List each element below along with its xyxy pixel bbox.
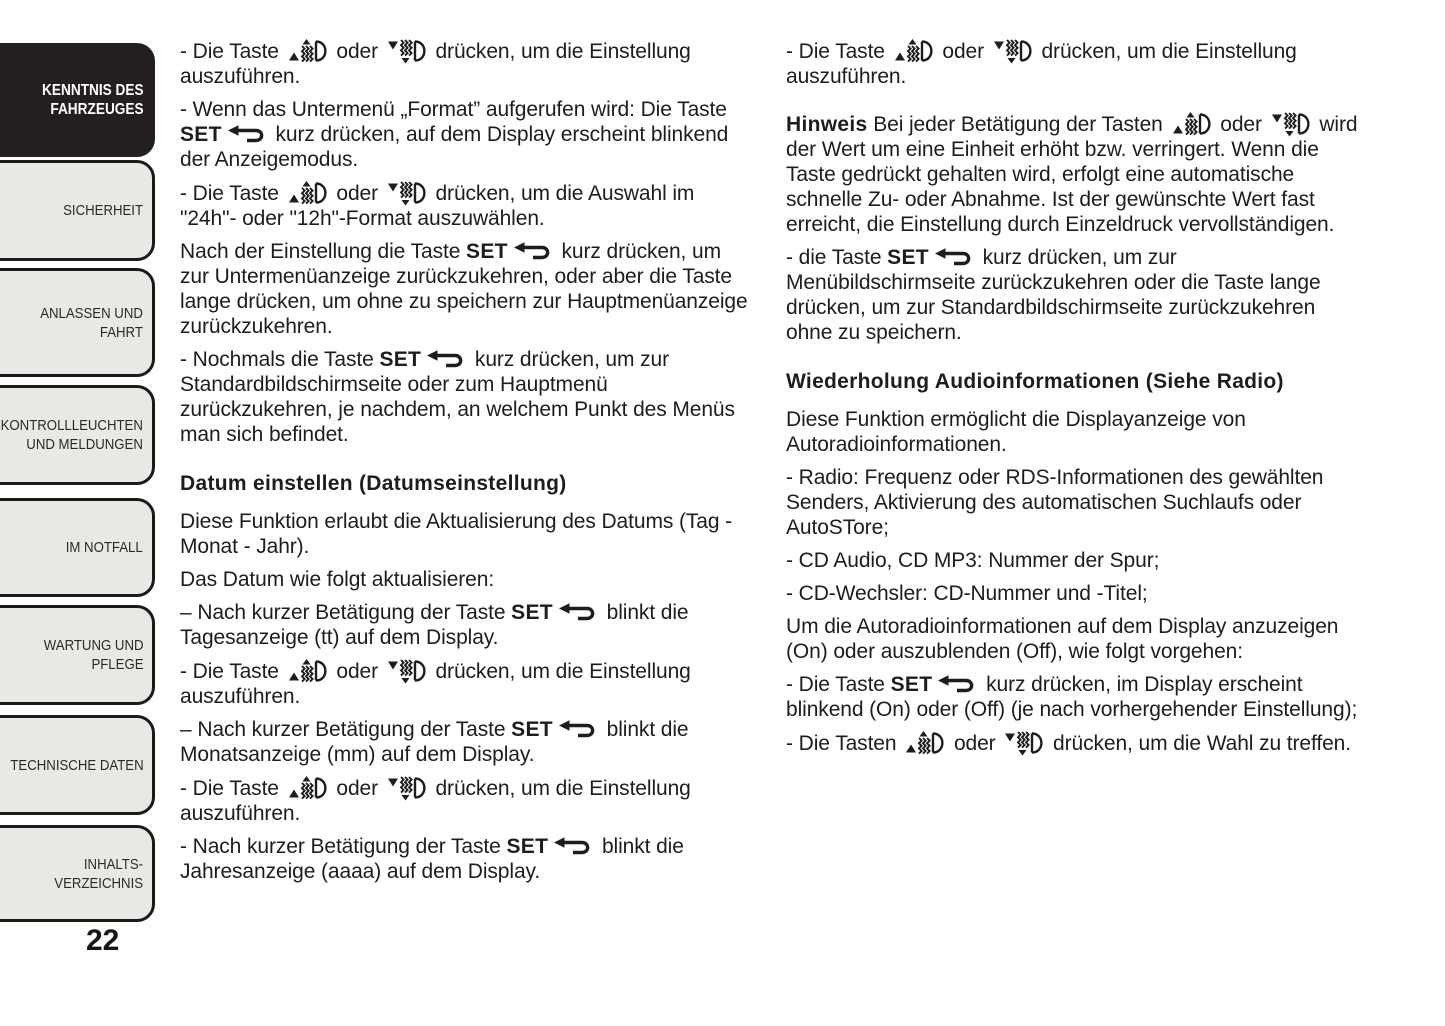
headlight-beam-up-button-icon [288,658,328,684]
bold-text: SET [180,123,222,146]
headlight-beam-up-button-icon [1172,111,1212,137]
paragraph [786,581,1364,606]
bold-text: SET [466,240,508,263]
sidebar-item-label: INHALTS- VERZEICHNIS [54,855,144,892]
text: oder [330,182,384,205]
text: blinkt die Tagesanzeige (tt) auf dem Display. [180,601,689,649]
text: drücken, um die Wahl zu treffen. [1047,732,1351,755]
text: blinkt die Monatsanzeige (mm) auf dem Display. [180,718,689,766]
sidebar-item-label: SICHERHEIT [63,202,144,219]
set-return-arrow-button-icon [556,600,598,625]
text: Diese Funktion erlaubt die Aktualisierung des Datums (Tag - Monat - Jahr). [180,510,733,558]
paragraph [180,239,752,339]
sidebar-item-label: ANLASSEN UND FAHRT [40,304,144,341]
bold-text: Wiederholung Audioinformationen (Siehe Radio) [786,370,1284,393]
paragraph [180,509,752,559]
text: drücken, um die Auswahl im "24h"- oder "12h"-Format auszuwählen. [180,182,695,230]
bold-text: SET [511,718,553,741]
paragraph [786,548,1364,573]
text: - Die Taste [786,673,891,696]
text: drücken, um die Einstellung auszuführen. [180,660,691,708]
text: kurz drücken, um zur Standardbildschirmseite oder zum Hauptmenü zurückzukehren, je nachdem, an welchem Punkt des Menüs man sich befindet. [180,348,735,446]
section-heading [786,369,1364,394]
sidebar-item-im-notfall [0,498,155,597]
text: - Radio: Frequenz oder RDS-Informationen des gewählten Senders, Aktivierung des automatischen Suchlaufs oder AutoSTore; [786,466,1324,539]
text: - Nochmals die Taste [180,348,380,371]
paragraph [180,600,752,650]
text: – Nach kurzer Betätigung der Taste [180,718,512,741]
paragraph [180,180,752,231]
paragraph [180,97,752,172]
dipped-headlight-beam-down-button-icon [1271,111,1311,137]
text: - Nach kurzer Betätigung der Taste [180,835,507,858]
paragraph [786,730,1364,756]
paragraph [786,672,1364,722]
text: Um die Autoradioinformationen auf dem Display anzuzeigen (On) oder auszublenden (Off), wie folgt vorgehen: [786,615,1339,663]
headlight-beam-up-button-icon [288,38,328,64]
sidebar-item-label: WARTUNG UND PFLEGE [43,637,144,673]
dipped-headlight-beam-down-button-icon [993,38,1033,64]
headlight-beam-up-button-icon [905,730,945,756]
paragraph [180,567,752,592]
sidebar-nav [0,0,170,1026]
text: - Die Taste [180,40,285,63]
sidebar-item-anlassen-und-fahrt [0,268,155,377]
text: kurz drücken, um zur Menübildschirmseite zurückzukehren oder die Taste lange drücken, um zur Standardbildschirmseite zurückzukehren ohne zu speichern. [786,246,1321,344]
bold-text: Hinweis [786,113,868,136]
set-return-arrow-button-icon [225,122,267,147]
text: - Wenn das Untermenü „Format” aufgerufen wird: Die Taste [180,98,727,121]
paragraph [180,834,752,884]
bold-text: SET [511,601,553,624]
set-return-arrow-button-icon [935,672,977,697]
paragraph [180,658,752,709]
paragraph [180,775,752,826]
text: oder [948,732,1002,755]
text: - Die Taste [180,777,285,800]
page-number: 22 [86,924,120,957]
text: oder [330,660,384,683]
text: wird der Wert um eine Einheit erhöht bzw. verringert. Wenn die Taste gedrückt gehalten wird, erfolgt eine automatische schnelle Zu- oder Abnahme. Ist der gewünschte Wert fast erreicht, die Einstellung durch Einzeldruck vervollständigen. [786,113,1358,236]
sidebar-item-label: KENNTNIS DES FAHRZEUGES [41,82,144,118]
column-right [786,38,1364,764]
text: – Nach kurzer Betätigung der Taste [180,601,512,624]
text: Das Datum wie folgt aktualisieren: [180,568,495,591]
text: - Die Taste [180,182,285,205]
bold-text: SET [887,246,929,269]
sidebar-item-sicherheit [0,160,155,261]
text: kurz drücken, auf dem Display erscheint blinkend der Anzeigemodus. [180,123,729,171]
dipped-headlight-beam-down-button-icon [387,180,427,206]
paragraph [786,465,1364,540]
headlight-beam-up-button-icon [288,180,328,206]
sidebar-item-technische-daten [0,715,155,815]
text: drücken, um die Einstellung auszuführen. [180,40,691,88]
sidebar-item-label: KONTROLLLEUCHTEN UND MELDUNGEN [0,417,144,453]
text: Nach der Einstellung die Taste [180,240,467,263]
sidebar-item-inhaltsverzeichnis [0,825,155,922]
dipped-headlight-beam-down-button-icon [387,38,427,64]
text: oder [1214,113,1268,136]
set-return-arrow-button-icon [551,834,593,859]
text: oder [330,777,384,800]
text: kurz drücken, um zur Untermenüanzeige zurückzukehren, oder aber die Taste lange drücken, um ohne zu speichern zur Hauptmenüanzeige zurückzukehren. [180,240,748,338]
text: blinkt die Jahresanzeige (aaaa) auf dem Display. [180,835,684,883]
sidebar-item-wartung-und-pflege [0,605,155,705]
bold-text: SET [890,673,933,696]
bold-text: SET [379,348,422,371]
text: - Die Taste [786,40,891,63]
text: - CD Audio, CD MP3: Nummer der Spur; [786,549,1160,572]
paragraph [180,717,752,767]
sidebar-item-kontrollleuchten-und-meldungen [0,385,155,485]
sidebar-item-label: TECHNISCHE DATEN [9,756,144,774]
paragraph [786,407,1364,457]
text: oder [330,40,384,63]
text: - die Taste [786,246,888,269]
paragraph [180,347,752,447]
paragraph [786,38,1364,89]
dipped-headlight-beam-down-button-icon [387,775,427,801]
section-heading [180,471,752,496]
set-return-arrow-button-icon [932,245,974,270]
text: drücken, um die Einstellung auszuführen. [786,40,1297,88]
set-return-arrow-button-icon [556,717,598,742]
dipped-headlight-beam-down-button-icon [1004,730,1044,756]
bold-text: SET [506,835,549,858]
headlight-beam-up-button-icon [894,38,934,64]
text: - Die Tasten [786,732,903,755]
text: - CD-Wechsler: CD-Nummer und -Titel; [786,582,1148,605]
paragraph [786,614,1364,664]
text: kurz drücken, im Display erscheint blinkend (On) oder (Off) (je nach vorhergehender Einstellung); [786,673,1358,721]
headlight-beam-up-button-icon [288,775,328,801]
text: - Die Taste [180,660,285,683]
paragraph [786,245,1364,345]
text: oder [936,40,990,63]
set-return-arrow-button-icon [424,347,466,372]
paragraph [786,111,1364,237]
column-left [180,38,752,892]
sidebar-item-kenntnis-des-fahrzeuges [0,43,155,157]
text: Bei jeder Betätigung der Tasten [867,113,1169,136]
dipped-headlight-beam-down-button-icon [387,658,427,684]
text: Diese Funktion ermöglicht die Displayanzeige von Autoradioinformationen. [786,408,1246,456]
set-return-arrow-button-icon [511,239,553,264]
sidebar-item-label: IM NOTFALL [66,539,144,556]
paragraph [180,38,752,89]
text: drücken, um die Einstellung auszuführen. [180,777,691,825]
bold-text: Datum einstellen (Datumseinstellung) [180,472,567,495]
